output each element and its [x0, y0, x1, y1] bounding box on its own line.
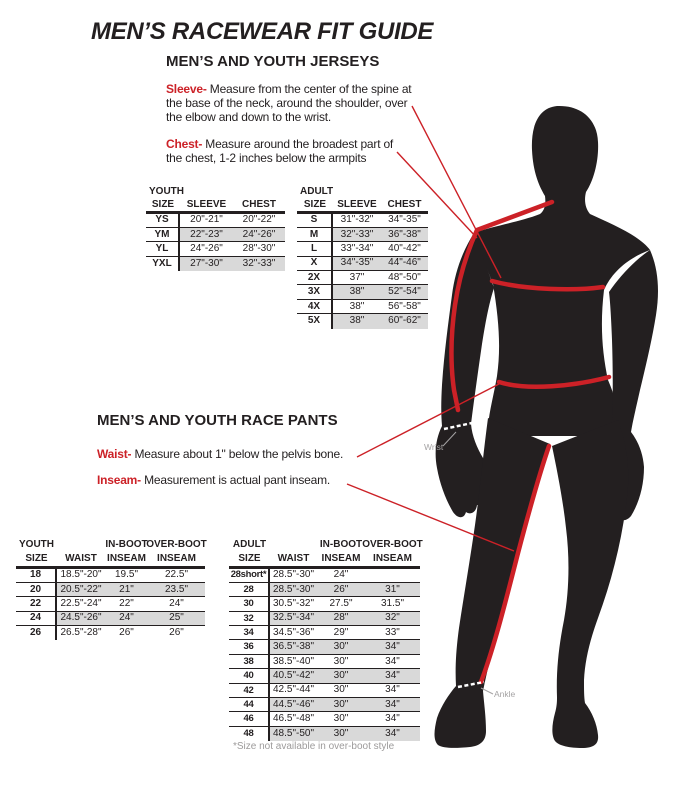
- table-header-cell: CHEST: [387, 198, 422, 210]
- table-row: [229, 640, 420, 654]
- table-header-cell: INSEAM: [321, 553, 361, 564]
- table-cell: 28: [229, 583, 270, 596]
- table-header-cell: SLEEVE: [337, 198, 377, 210]
- table-cell: 22": [119, 597, 134, 609]
- inseam-instruction: [97, 473, 330, 487]
- table-cell: 24": [105, 612, 148, 625]
- table-header-cell: OVER-BOOT: [362, 539, 423, 550]
- size-footnote: *Size not available in over-boot style: [233, 741, 395, 752]
- table-cell: 42.5"-44": [272, 684, 314, 696]
- table-cell: 3X: [297, 285, 333, 298]
- table-header-cell: SLEEVE: [186, 198, 227, 210]
- table-cell: 26.5"-28": [60, 627, 102, 639]
- table-cell: YL: [146, 242, 180, 255]
- table-cell: 25": [148, 612, 205, 625]
- table-row: [229, 626, 420, 640]
- table-header-cell: [233, 185, 285, 198]
- table-cell: 24"-26": [190, 242, 223, 254]
- table-cell: 34": [365, 640, 420, 653]
- table-cell: 34"-35": [388, 214, 421, 226]
- table-row: [297, 242, 428, 256]
- youth-jersey-size-table: [146, 185, 285, 271]
- table-cell: 38": [333, 285, 381, 298]
- table-cell: 37": [349, 271, 365, 283]
- table-row: [16, 583, 205, 597]
- inseam-term-label: Inseam-: [97, 473, 141, 487]
- table-cell: 30": [333, 684, 349, 696]
- table-cell: 2X: [297, 271, 333, 284]
- jerseys-section-heading: MEN’S AND YOUTH JERSEYS: [166, 53, 380, 70]
- table-row: [16, 569, 205, 583]
- table-cell: YM: [146, 228, 180, 241]
- table-cell: 20.5"-22": [57, 583, 105, 596]
- table-cell: 38": [349, 300, 365, 312]
- table-row: [229, 669, 420, 683]
- wrist-point-label: Wrist: [424, 442, 444, 452]
- table-cell: 34"-35": [333, 257, 381, 270]
- table-row: [16, 597, 205, 611]
- table-cell: 33"-34": [340, 242, 374, 254]
- table-header-cell: WAIST: [65, 553, 97, 564]
- table-header-cell: INSEAM: [107, 553, 146, 564]
- chest-term-label: Chest-: [166, 137, 203, 151]
- table-header-cell: SIZE: [151, 198, 175, 210]
- table-cell: L: [297, 242, 333, 255]
- table-cell: 46.5"-48": [272, 713, 314, 725]
- table-row: [297, 228, 428, 242]
- table-cell: 34.5"-36": [272, 626, 314, 638]
- table-cell: 30: [229, 597, 270, 610]
- table-row: [229, 712, 420, 726]
- table-header-cell: OVER-BOOT: [146, 539, 207, 550]
- table-cell: 46: [229, 712, 270, 725]
- table-cell: YXL: [146, 257, 180, 271]
- table-cell: 18: [16, 569, 57, 582]
- table-row: [297, 257, 428, 271]
- table-header-cell: [333, 185, 381, 198]
- table-cell: 34": [365, 669, 420, 682]
- table-cell: 40: [229, 669, 270, 682]
- sleeve-term-label: Sleeve-: [166, 82, 207, 96]
- table-row: [229, 684, 420, 698]
- table-cell: 34": [365, 698, 420, 711]
- table-header-cell: ADULT: [232, 539, 267, 550]
- table-cell: 34": [385, 713, 400, 725]
- table-cell: 29": [333, 626, 349, 638]
- table-cell: 20: [16, 583, 57, 596]
- table-row: [297, 285, 428, 299]
- table-header-row: [297, 185, 428, 198]
- table-cell: 28": [317, 612, 365, 625]
- table-cell: 33": [385, 626, 400, 638]
- table-cell: 26": [119, 627, 134, 639]
- table-cell: [365, 569, 420, 582]
- table-cell: 19.5": [114, 569, 138, 581]
- table-cell: 22.5"-24": [60, 597, 102, 609]
- table-row: [146, 214, 285, 228]
- table-cell: 44.5"-46": [270, 698, 317, 711]
- table-cell: 24.5"-26": [57, 612, 105, 625]
- table-cell: 30": [317, 727, 365, 741]
- table-cell: 24"-26": [233, 228, 285, 241]
- table-header-row: [16, 552, 205, 566]
- table-cell: 28"-30": [242, 242, 276, 254]
- table-cell: 20"-22": [242, 214, 276, 226]
- table-header-cell: [270, 538, 317, 552]
- table-cell: 21": [105, 583, 148, 596]
- table-cell: 44: [229, 698, 270, 711]
- table-cell: 52"-54": [381, 285, 428, 298]
- table-header-row: [16, 538, 205, 552]
- table-cell: X: [297, 257, 333, 270]
- table-header-row: [229, 538, 423, 552]
- table-cell: 40"-42": [388, 242, 421, 254]
- table-cell: 30": [317, 669, 365, 682]
- table-cell: 32"-33": [233, 257, 285, 271]
- table-cell: 36: [229, 640, 270, 653]
- table-row: [16, 612, 205, 626]
- table-row: [229, 583, 420, 597]
- table-cell: 56"-58": [388, 300, 421, 312]
- table-cell: 34": [385, 655, 400, 667]
- table-cell: 40.5"-42": [270, 669, 317, 682]
- table-header-row: [146, 198, 285, 211]
- sleeve-instruction-text: Measure from the center of the spine at the base of the neck, around the shoulder, over the elbow and down to the wrist.: [166, 82, 412, 124]
- table-row: [297, 271, 428, 285]
- table-header-cell: [57, 538, 105, 552]
- table-cell: 30.5"-32": [272, 597, 314, 609]
- table-cell: 34": [365, 727, 420, 741]
- table-cell: 27"-30": [180, 257, 233, 271]
- table-cell: 18.5"-20": [60, 569, 102, 581]
- table-row: [146, 242, 285, 256]
- table-row: [146, 257, 285, 271]
- table-cell: 36"-38": [381, 228, 428, 241]
- table-cell: 31"-32": [340, 214, 374, 226]
- table-header-cell: WAIST: [277, 553, 310, 564]
- table-header-cell: YOUTH: [149, 185, 184, 197]
- table-header-cell: [381, 185, 428, 198]
- waist-instruction-text: Measure about 1" below the pelvis bone.: [134, 447, 344, 461]
- table-row: [16, 626, 205, 640]
- table-cell: 32.5"-34": [270, 612, 317, 625]
- table-row: [229, 698, 420, 712]
- table-cell: 34": [385, 684, 400, 696]
- table-header-cell: SIZE: [303, 198, 327, 210]
- chest-instruction-text: Measure around the broadest part of the chest, 1-2 inches below the armpits: [166, 137, 394, 165]
- table-row: [297, 300, 428, 314]
- adult-jersey-size-table: [297, 185, 428, 329]
- table-header-cell: CHEST: [242, 198, 276, 210]
- table-cell: 24": [333, 569, 349, 581]
- sleeve-instruction: [166, 82, 426, 124]
- table-cell: 48.5"-50": [270, 727, 317, 741]
- waist-term-label: Waist-: [97, 447, 132, 461]
- table-cell: 48: [229, 727, 270, 741]
- table-header-row: [297, 198, 428, 211]
- youth-pants-size-table: [16, 538, 205, 640]
- table-header-row: [146, 185, 285, 198]
- table-cell: 31": [365, 583, 420, 596]
- table-cell: 30": [333, 655, 349, 667]
- table-cell: 32": [365, 612, 420, 625]
- table-cell: 42: [229, 684, 270, 697]
- table-cell: 24": [169, 597, 184, 609]
- chest-instruction: [166, 137, 404, 165]
- table-row: [229, 655, 420, 669]
- table-header-cell: SIZE: [25, 553, 48, 564]
- table-cell: 60"-62": [381, 314, 428, 328]
- table-cell: 38: [229, 655, 270, 668]
- table-header-cell: YOUTH: [19, 539, 54, 550]
- table-row: [229, 612, 420, 626]
- table-row: [229, 597, 420, 611]
- table-cell: 32"-33": [333, 228, 381, 241]
- table-header-cell: INSEAM: [373, 553, 412, 564]
- table-cell: 28short*: [229, 569, 270, 582]
- table-cell: 48"-50": [388, 271, 421, 283]
- table-cell: 28.5"-30": [272, 569, 314, 581]
- table-cell: 30": [333, 713, 349, 725]
- table-cell: 24: [16, 612, 57, 625]
- table-cell: 22.5": [164, 569, 188, 581]
- pants-section-heading: MEN’S AND YOUTH RACE PANTS: [97, 412, 338, 429]
- table-row: [229, 569, 420, 583]
- table-cell: 26": [317, 583, 365, 596]
- table-row: [297, 314, 428, 328]
- table-cell: S: [297, 214, 333, 227]
- table-header-cell: IN-BOOT: [105, 539, 148, 550]
- table-header-cell: SIZE: [238, 553, 261, 564]
- table-row: [146, 228, 285, 242]
- table-cell: 38": [333, 314, 381, 328]
- table-cell: 30": [317, 698, 365, 711]
- adult-pants-size-table: [229, 538, 423, 741]
- table-cell: 22: [16, 597, 57, 610]
- inseam-instruction-text: Measurement is actual pant inseam.: [144, 473, 331, 487]
- table-cell: 22"-23": [180, 228, 233, 241]
- ankle-point-label: Ankle: [494, 689, 516, 699]
- table-cell: 44"-46": [381, 257, 428, 270]
- table-row: [297, 214, 428, 228]
- table-cell: 34: [229, 626, 270, 639]
- table-cell: 26: [16, 626, 57, 640]
- table-header-cell: ADULT: [300, 185, 334, 197]
- table-header-cell: INSEAM: [157, 553, 196, 564]
- table-cell: 27.5": [329, 597, 353, 609]
- table-cell: 23.5": [148, 583, 205, 596]
- right-leg-shape: [552, 420, 628, 748]
- page-title: MEN’S RACEWEAR FIT GUIDE: [91, 18, 434, 45]
- table-cell: M: [297, 228, 333, 241]
- table-header-cell: [180, 185, 233, 198]
- waist-instruction: [97, 447, 343, 461]
- table-header-row: [229, 552, 420, 566]
- table-row: [229, 727, 420, 741]
- table-cell: 5X: [297, 314, 333, 328]
- table-cell: 28.5"-30": [270, 583, 317, 596]
- table-cell: 32: [229, 612, 270, 625]
- table-cell: 31.5": [380, 597, 404, 609]
- table-cell: 26": [169, 627, 184, 639]
- table-cell: 20"-21": [190, 214, 223, 226]
- table-header-cell: IN-BOOT: [319, 539, 363, 550]
- table-cell: 4X: [297, 300, 333, 313]
- table-cell: 30": [317, 640, 365, 653]
- table-cell: YS: [146, 214, 180, 227]
- table-cell: 38.5"-40": [272, 655, 314, 667]
- table-cell: 36.5"-38": [270, 640, 317, 653]
